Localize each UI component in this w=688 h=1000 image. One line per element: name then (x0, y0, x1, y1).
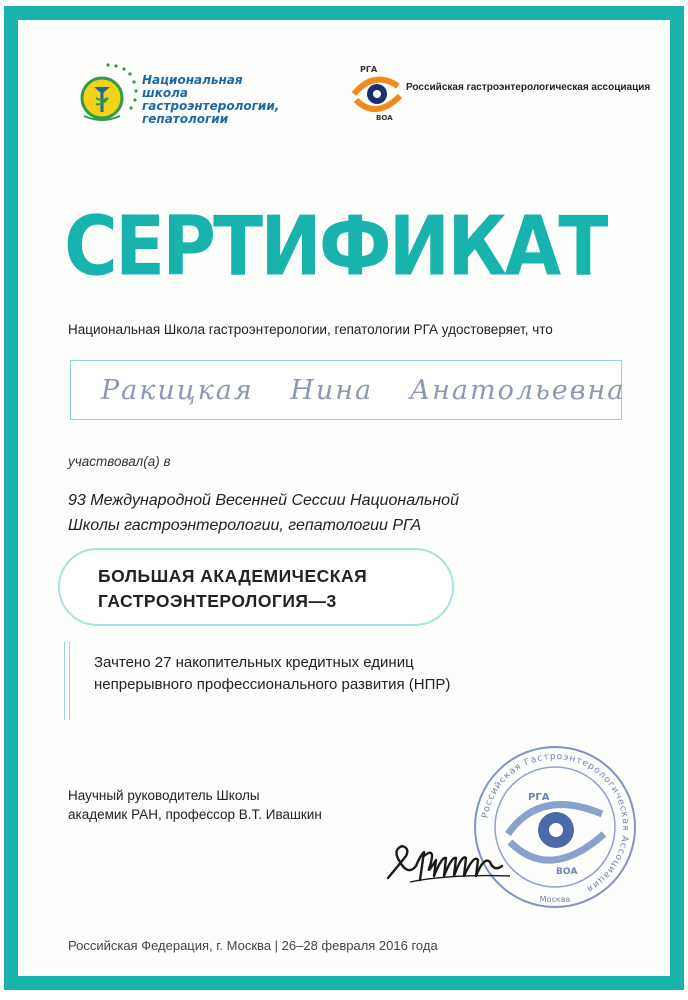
national-school-name: Национальная школа гастроэнтерологии, гепатологии (142, 73, 280, 126)
course-title: БОЛЬШАЯ АКАДЕМИЧЕСКАЯ ГАСТРОЭНТЕРОЛОГИЯ—3 (98, 566, 368, 611)
participated-text: участвовал(а) в (68, 454, 171, 469)
recipient-name: Ракицкая Нина Анатольевна (101, 375, 626, 406)
school-emblem-icon (68, 60, 142, 130)
director-signature (380, 826, 530, 896)
svg-text:ВОА: ВОА (556, 867, 578, 877)
session-title: 93 Международной Весенней Сессии Национальной Школы гастроэнтерологии, гепатологии РГА (68, 492, 459, 534)
svg-text:РГА: РГА (360, 65, 378, 74)
course-badge (58, 548, 454, 626)
national-school-logo (68, 60, 278, 130)
recipient-name-field (70, 360, 626, 420)
credits-text: Зачтено 27 накопительных кредитных единиц непрерывного профессионального развития (НПР) (94, 654, 451, 693)
svg-text:РГА: РГА (528, 792, 550, 803)
rga-name: Российская гастроэнтерологическая ассоциация (406, 82, 651, 93)
certificate-frame (4, 6, 684, 990)
credits-accent-bar (64, 642, 70, 720)
footer-location-date: Российская Федерация, г. Москва | 26–28 февраля 2016 года (68, 938, 438, 953)
certifies-text: Национальная Школа гастроэнтерологии, гепатологии РГА удостоверяет, что (68, 322, 553, 337)
rga-eye-icon (350, 62, 404, 122)
svg-text:Российская Гастроэнтерологичес: Российская Гастроэнтерологическая Ассоциация (480, 751, 631, 894)
rga-logo (350, 62, 650, 122)
svg-text:ВОА: ВОА (376, 114, 393, 122)
svg-text:Москва: Москва (539, 895, 571, 904)
director-text: Научный руководитель Школы академик РАН, профессор В.Т. Ивашкин (68, 788, 322, 822)
certificate-title: СЕРТИФИКАТ (64, 200, 606, 295)
